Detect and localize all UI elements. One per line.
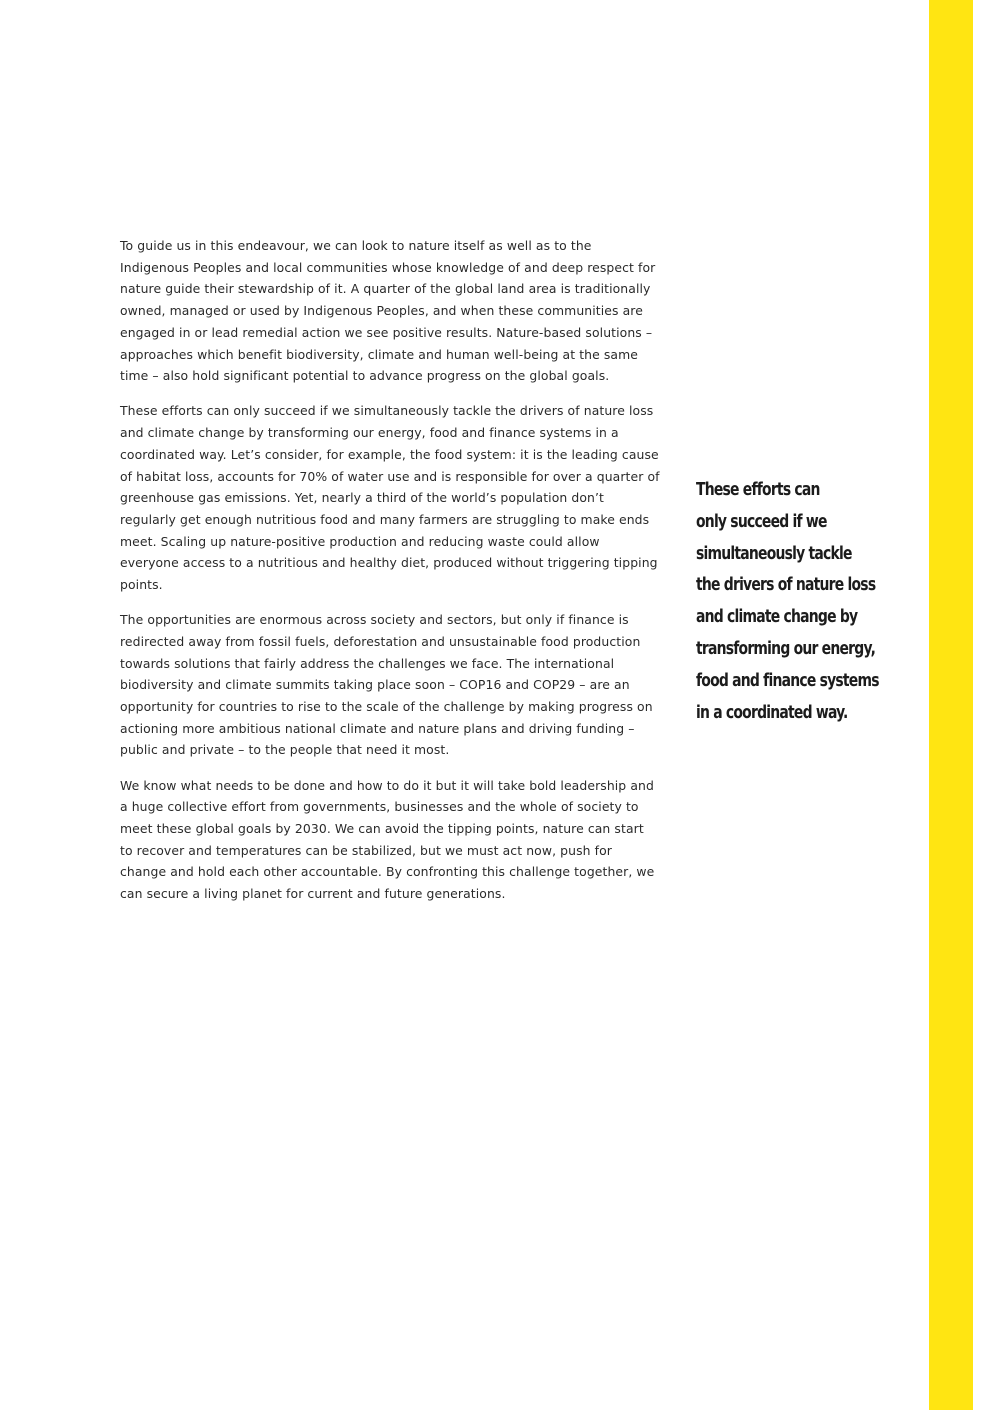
pull-quote-line: and climate change by	[696, 606, 858, 628]
pull-quote-line: simultaneously tackle	[696, 542, 852, 564]
pull-quote-line: the drivers of nature loss	[696, 574, 876, 596]
body-text	[120, 235, 660, 918]
paragraph-2: These efforts can only succeed if we simultaneously tackle the drivers of nature loss and climate change by transforming our energy, food and finance systems in a coordinated way. Let’s consider, for example, the food system: it is the leading cause of habitat loss, accounts for 70% of water use and is responsible for over a quarter of greenhouse gas emissions. Yet, nearly a third of the world’s population don’t regularly get enough nutritious food and many farmers are struggling to make ends meet. Scaling up nature-positive production and reducing waste could allow everyone access to a nutritious and healthy diet, produced without triggering tipping points.	[120, 403, 660, 593]
pull-quote	[696, 474, 899, 728]
yellow-accent-bar	[929, 0, 973, 1410]
pull-quote-line: in a coordinated way.	[696, 701, 848, 723]
pull-quote-line: only succeed if we	[696, 510, 827, 532]
pull-quote-line: These efforts can	[696, 479, 820, 500]
pull-quote-line: food and finance systems	[696, 669, 879, 691]
paragraph-3: The opportunities are enormous across society and sectors, but only if finance is redirected away from fossil fuels, deforestation and unsustainable food production towards solutions that fairly address the challenges we face. The international biodiversity and climate summits taking place soon – COP16 and COP29 – are an opportunity for countries to rise to the scale of the challenge by making progress on actioning more ambitious national climate and nature plans and driving funding – public and private – to the people that need it most.	[120, 612, 653, 758]
paragraph-4: We know what needs to be done and how to do it but it will take bold leadership and a huge collective effort from governments, businesses and the whole of society to meet these global goals by 2030. We can avoid the tipping points, nature can start to recover and temperatures can be stabilized, but we must act now, push for change and hold each other accountable. By confronting this challenge together, we can secure a living planet for current and future generations.	[120, 777, 655, 902]
paragraph-1: To guide us in this endeavour, we can look to nature itself as well as to the Indigenous Peoples and local communities whose knowledge of and deep respect for nature guide their stewardship of it. A quarter of the global land area is traditionally owned, managed or used by Indigenous Peoples, and when these communities are engaged in or lead remedial action we see positive results. Nature-based solutions – approaches which benefit biodiversity, climate and human well-being at the same time – also hold significant potential to advance progress on the global goals.	[120, 238, 656, 384]
pull-quote-line: transforming our energy,	[696, 637, 876, 659]
